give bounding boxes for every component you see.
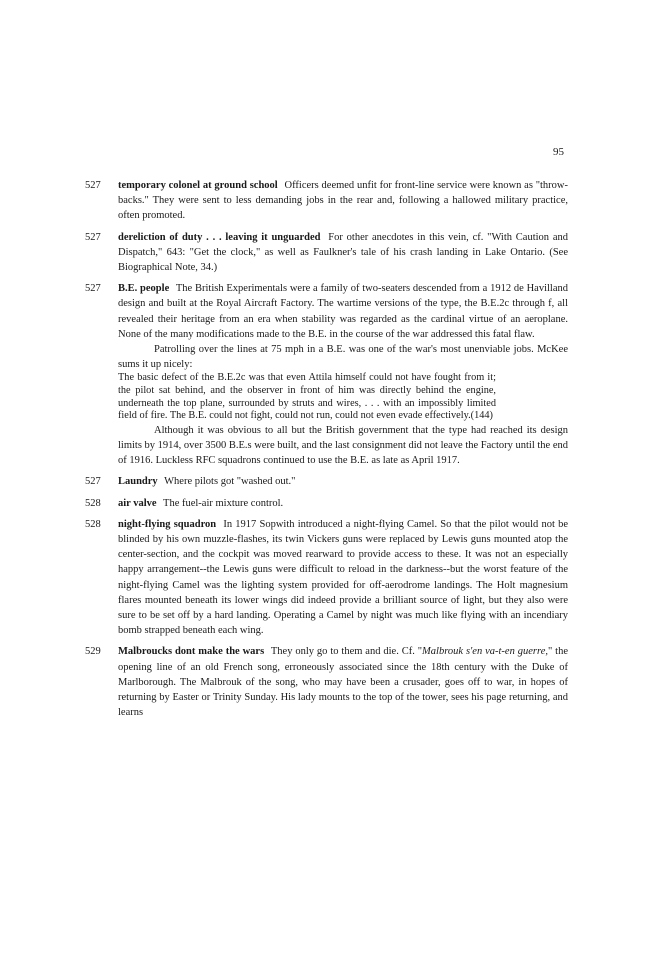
annotation-body xyxy=(118,230,568,276)
annotation-entry xyxy=(0,644,650,720)
annotation-text: For other anecdotes in this vein, cf. "With Caution and Dispatch," 643: "Get the clock," as well as Faulkner's tale of his crash landing in Lake Ontario. (See Biographical Note, 34.) xyxy=(118,231,568,274)
page-reference: 527 xyxy=(85,231,101,243)
page-reference: 529 xyxy=(85,646,101,658)
annotation-body xyxy=(118,281,568,468)
annotation-entry xyxy=(0,474,650,489)
annotation-entry xyxy=(0,496,650,511)
annotation-entry xyxy=(0,230,650,276)
page-reference: 527 xyxy=(85,476,101,488)
annotation-entry xyxy=(0,281,650,468)
annotation-paragraph: Although it was obvious to all but the British government that the type had reached its design limits by 1914, over 3500 B.E.s were built, and the last consignment did not leave the Factory until the end of 1916. Luckless RFC squadrons continued to use the B.E. as late as April 1917. xyxy=(118,424,568,467)
annotation-paragraph: Patrolling over the lines at 75 mph in a B.E. was one of the war's most unenviable jobs. McKee sums it up nicely: xyxy=(118,344,568,371)
annotation-term: temporary colonel at ground school xyxy=(118,180,278,191)
annotation-text: Where pilots got "washed out." xyxy=(164,476,296,488)
annotation-text: Officers deemed unfit for front-line service were known as "throw-backs." They were sent to less demanding jobs in the rear and, following a hallowed military practice, often promoted. xyxy=(118,180,568,222)
annotation-list xyxy=(0,178,650,726)
page-reference: 528 xyxy=(85,497,101,509)
page-number: 95 xyxy=(553,146,564,158)
annotation-body xyxy=(118,474,568,489)
page-reference: 528 xyxy=(85,518,101,530)
block-quote: The basic defect of the B.E.2c was that even Attila himself could not have fought from it; the pilot sat behind, and the observer in front of him was directly behind the engine, underneath the top plane, surrounded by struts and wires, . . . with an impossibly limited field of fire. The B.E. could not fight, could not run, could not even evade effectively.(144) xyxy=(118,372,496,422)
annotation-body xyxy=(118,644,568,720)
annotation-term: Malbroucks dont make the wars xyxy=(118,646,265,658)
annotation-entry xyxy=(0,178,650,224)
annotation-body xyxy=(118,178,568,224)
annotation-text: They only go to them and die. Cf. " xyxy=(270,646,423,658)
annotation-text: " the opening line of an old French song, erroneously associated since the 18th century with the Duke of Marlborough. The Malbrouk of the song, who may have been a crusader, goes off to war, in hopes of returning by Easter or Trinity Sunday. His lady mounts to the top of the tower, sees his page returning, and learns xyxy=(118,646,568,719)
annotation-term: dereliction of duty . . . leaving it unguarded xyxy=(118,231,321,243)
song-title: Malbrouk s'en va-t-en guerre, xyxy=(422,646,548,658)
annotation-term: air valve xyxy=(118,497,157,509)
annotation-entry xyxy=(0,517,650,639)
annotation-term: B.E. people xyxy=(118,283,170,295)
annotation-text: The British Experimentals were a family of two-seaters descended from a 1912 de Havilland design and built at the Royal Aircraft Factory. The wartime versions of the type, the B.E.2c through f, all revealed their heritage from an era when stability was regarded as the cardinal virtue of an aeroplane. None of the many modifications made to the B.E. in the course of the war addressed this fatal flaw. xyxy=(118,283,569,340)
annotation-text: In 1917 Sopwith introduced a night-flying Camel. So that the pilot would not be blinded by his own muzzle-flashes, its twin Vickers guns were replaced by Lewis guns mounted atop the center-section, and the cockpit was moved rearward to provide access to these. It was not an especially happy arrangement--the Lewis guns were difficult to reload in the darkness--but the worst feature of the night-flying Camel was the lighting system provided for off-aerodrome landings. The Holt magnesium flares mounted beneath its lower wings did indeed provide a brilliant source of light, but they also were sure to be set off by a hard landing. Operating a Camel by night was much like flying with an incendiary bomb strapped beneath each wing. xyxy=(118,518,568,637)
annotation-body xyxy=(118,517,568,639)
annotation-term: Laundry xyxy=(118,476,158,488)
page-reference: 527 xyxy=(85,180,101,191)
annotation-text: The fuel-air mixture control. xyxy=(163,497,284,509)
annotation-body xyxy=(118,496,568,511)
annotation-term: night-flying squadron xyxy=(118,518,217,530)
page-reference: 527 xyxy=(85,283,101,295)
